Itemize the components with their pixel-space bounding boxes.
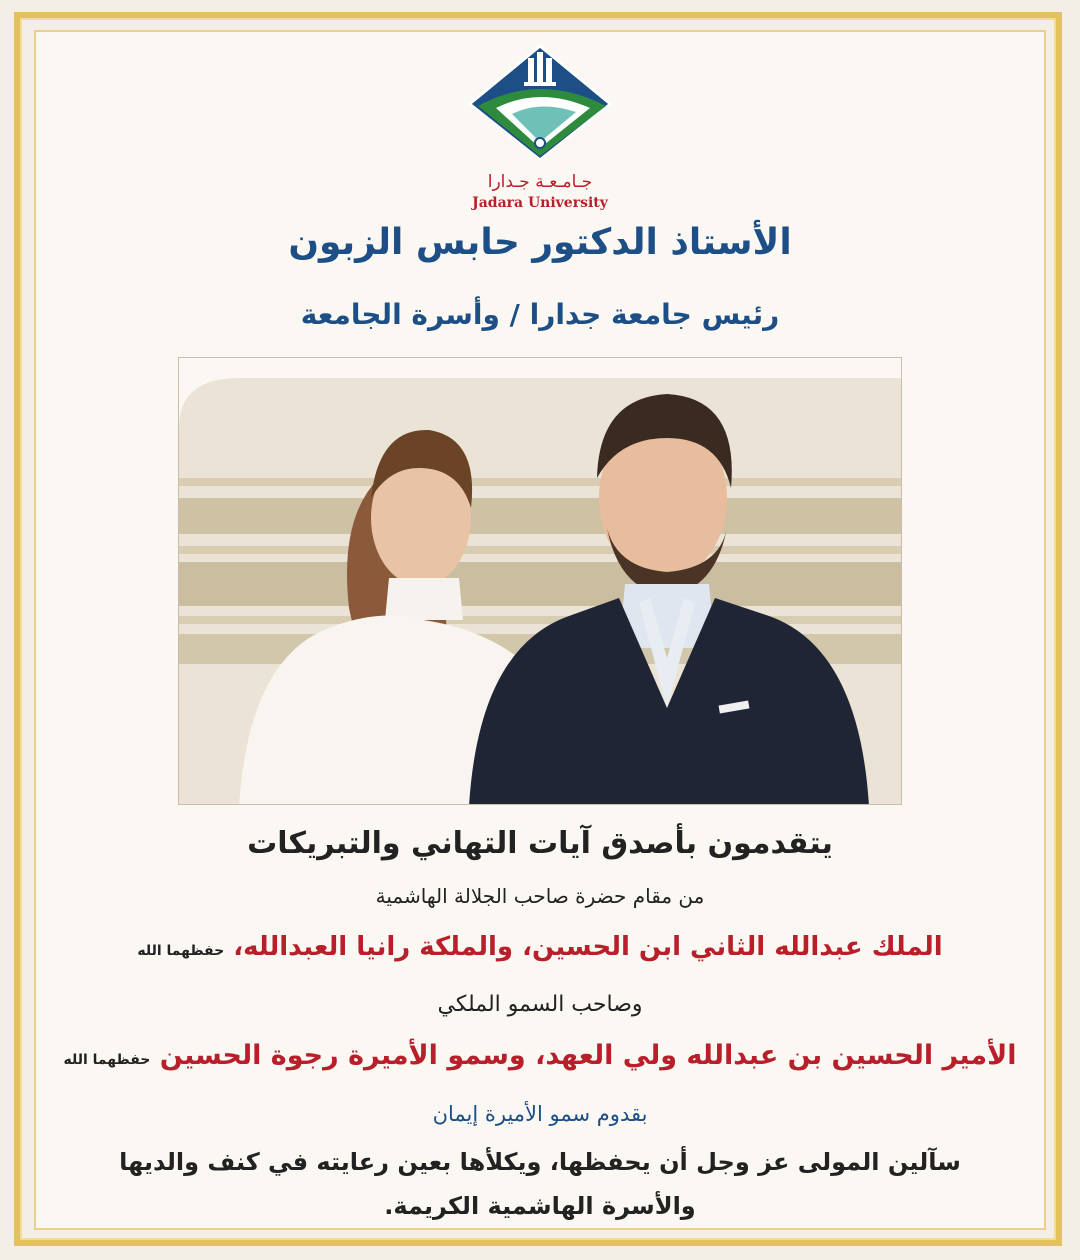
- jadara-university-logo-icon: [466, 42, 614, 172]
- message-line-8: والأسرة الهاشمية الكريمة.: [384, 1192, 696, 1220]
- king-queen-names: الملك عبدالله الثاني ابن الحسين، والملكة رانيا العبدالله،: [233, 932, 943, 962]
- message-line-1: يتقدمون بأصدق آيات التهاني والتبريكات: [247, 826, 833, 861]
- crown-prince-princess-names: الأمير الحسين بن عبدالله ولي العهد، وسمو الأميرة رجوة الحسين: [159, 1040, 1017, 1071]
- blessing-text: حفظهما الله: [137, 943, 225, 959]
- message-line-7: سآلين المولى عز وجل أن يحفظها، ويكلأها بعين رعايته في كنف والديها: [119, 1148, 961, 1176]
- university-name-english: Jadara University: [472, 195, 608, 211]
- message-line-4: وصاحب السمو الملكي: [437, 992, 643, 1017]
- university-name-arabic: جـامـعـة جـدارا: [487, 172, 593, 192]
- message-line-5: [0, 1040, 1080, 1071]
- page-subtitle: رئيس جامعة جدارا / وأسرة الجامعة: [300, 298, 780, 331]
- message-line-3: [0, 932, 1080, 962]
- message-line-6: بقدوم سمو الأميرة إيمان: [432, 1102, 648, 1126]
- blessing-text: حفظهما الله: [63, 1052, 151, 1068]
- page-title: الأستاذ الدكتور حابس الزبون: [288, 222, 792, 263]
- message-line-2: من مقام حضرة صاحب الجلالة الهاشمية: [375, 884, 705, 908]
- royal-couple-photo: [178, 357, 902, 805]
